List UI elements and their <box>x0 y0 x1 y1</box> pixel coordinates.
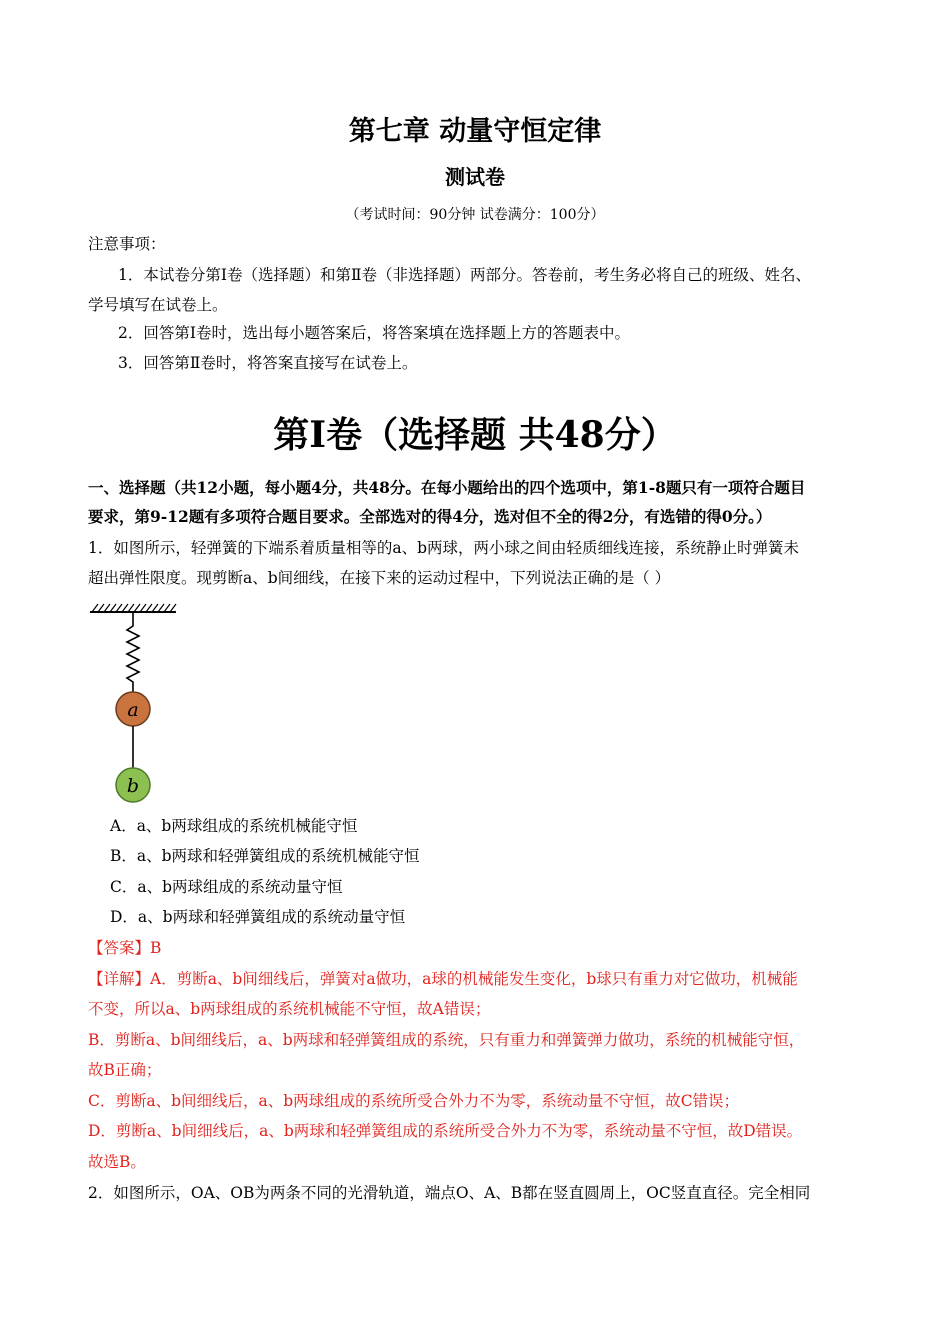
question-2-stem: 2．如图所示，OA、OB为两条不同的光滑轨道，端点O、A、B都在竖直圆周上，OC竖直直径。完全相同 <box>88 1184 811 1202</box>
note-item-1-cont: 学号填写在试卷上。 <box>88 296 228 314</box>
document-subtitle: 测试卷 <box>445 165 505 189</box>
explanation-line: D．剪断a、b间细线后，a、b两球和轻弹簧组成的系统所受合外力不为零，系统动量不守恒，故D错误。 <box>88 1122 803 1140</box>
explanation-line: C．剪断a、b间细线后，a、b两球组成的系统所受合外力不为零，系统动量不守恒，故C错误； <box>88 1092 740 1110</box>
question-1-stem: 1．如图所示，轻弹簧的下端系着质量相等的a、b两球，两小球之间由轻质细线连接，系统静止时弹簧未 <box>88 539 800 557</box>
explanation-line: B．剪断a、b间细线后，a、b两球和轻弹簧组成的系统，只有重力和弹簧弹力做功，系统的机械能守恒， <box>88 1031 805 1049</box>
question-1-stem-cont: 超出弹性限度。现剪断a、b间细线，在接下来的运动过程中，下列说法正确的是（ ） <box>88 569 671 587</box>
option-b: B．a、b两球和轻弹簧组成的系统机械能守恒 <box>110 847 420 865</box>
section-instruction: 一、选择题（共12小题，每小题4分，共48分。在每小题给出的四个选项中，第1-8题只有一项符合题目 <box>88 478 806 497</box>
option-a: A．a、b两球组成的系统机械能守恒 <box>110 817 358 835</box>
section-title: 第Ⅰ卷（选择题 共48分） <box>273 414 677 456</box>
ball-a-label: a <box>127 699 139 721</box>
chapter-title: 第七章 动量守恒定律 <box>348 116 602 147</box>
explanation-line: 不变，所以a、b两球组成的系统机械能不守恒，故A错误； <box>88 1000 491 1018</box>
option-d: D．a、b两球和轻弹簧组成的系统动量守恒 <box>110 908 406 926</box>
explanation-line: 故B正确； <box>88 1061 162 1079</box>
note-item-2: 2．回答第Ⅰ卷时，选出每小题答案后，将答案填在选择题上方的答题表中。 <box>118 324 630 342</box>
note-item-1: 1．本试卷分第Ⅰ卷（选择题）和第Ⅱ卷（非选择题）两部分。答卷前，考生务必将自己的班级、姓名、 <box>118 266 812 284</box>
option-c: C．a、b两球组成的系统动量守恒 <box>110 878 343 896</box>
section-instruction-cont: 要求，第9-12题有多项符合题目要求。全部选对的得4分，选对但不全的得2分，有选错的得0分。） <box>88 507 772 526</box>
note-item-3: 3．回答第Ⅱ卷时，将答案直接写在试卷上。 <box>118 354 418 372</box>
exam-info: （考试时间：90分钟 试卷满分：100分） <box>345 207 605 223</box>
ball-b-label: b <box>126 775 140 797</box>
ceiling-hatch <box>90 604 176 612</box>
answer-line: 【答案】B <box>88 939 162 957</box>
spring-balls-figure <box>88 596 180 808</box>
explanation-line: 【详解】A．剪断a、b间细线后，弹簧对a做功，a球的机械能发生变化，b球只有重力对它做功，机械能 <box>88 970 798 988</box>
explanation-line: 故选B。 <box>88 1153 146 1171</box>
spring <box>127 612 139 692</box>
notes-heading: 注意事项： <box>88 235 166 253</box>
